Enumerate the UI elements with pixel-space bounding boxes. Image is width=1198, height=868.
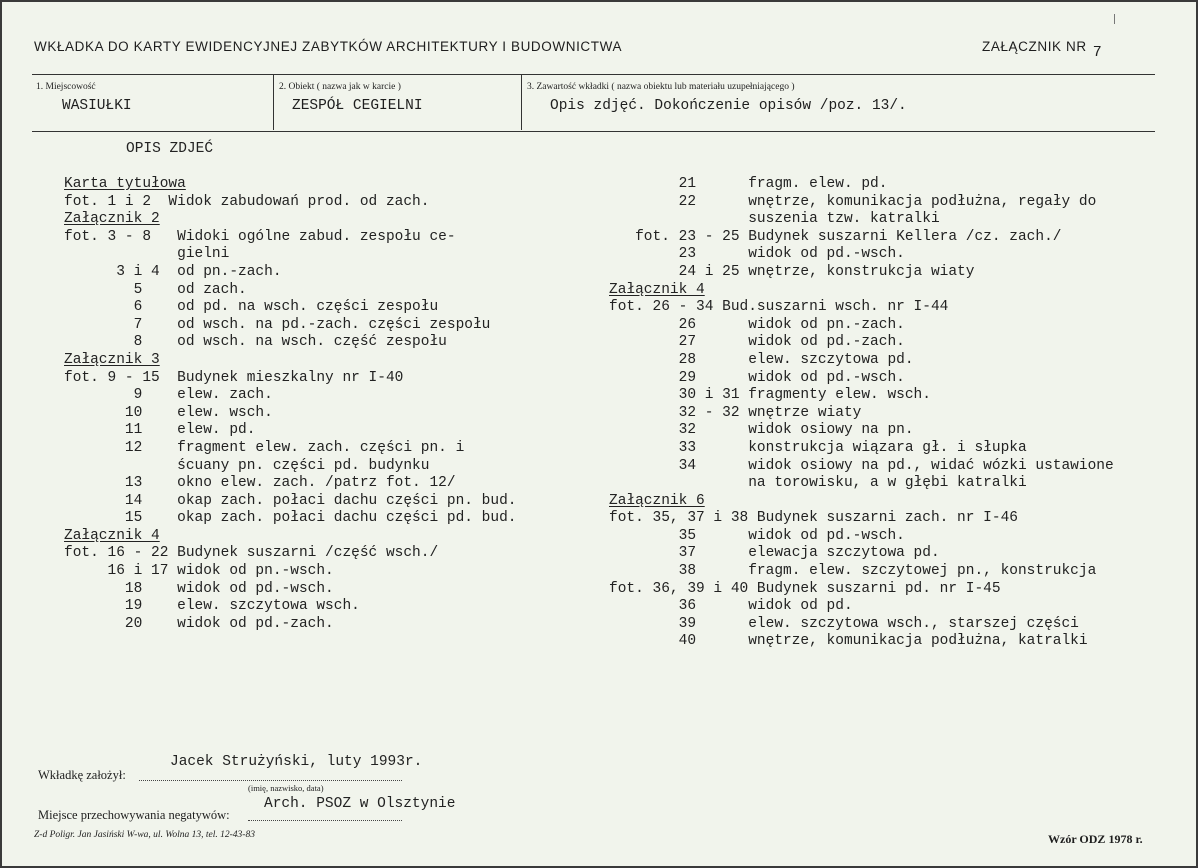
form-title: WKŁADKA DO KARTY EWIDENCYJNEJ ZABYTKÓW ARCHITEKTURY I BUDOWNICTWA bbox=[34, 39, 623, 54]
founded-label: Wkładkę założył: bbox=[38, 768, 126, 782]
locality-value: WASIUŁKI bbox=[62, 98, 132, 114]
attachment-heading: Załącznik 4 bbox=[64, 527, 160, 544]
photo-line: 35 widok od pd.-wsch. bbox=[609, 527, 905, 544]
storage-dotted-line bbox=[248, 820, 402, 821]
photo-line: 16 i 17 widok od pn.-wsch. bbox=[64, 563, 334, 580]
object-label: 2. Obiekt ( nazwa jak w karcie ) bbox=[279, 82, 401, 92]
photo-line: fot. 16 - 22 Budynek suszarni /część wsch./ bbox=[64, 545, 439, 562]
photo-line: 12 fragment elew. zach. części pn. i bbox=[64, 439, 465, 456]
photo-line: 32 widok osiowy na pn. bbox=[609, 422, 914, 439]
photo-line: 15 okap zach. połaci dachu części pd. bud. bbox=[64, 510, 517, 527]
photo-line: fot. 3 - 8 Widoki ogólne zabud. zespołu ce- bbox=[64, 228, 456, 245]
photo-line: 20 widok od pd.-zach. bbox=[64, 615, 334, 632]
photo-line: 5 od zach. bbox=[64, 281, 247, 298]
attachment-heading: Karta tytułowa bbox=[64, 176, 186, 192]
photo-line: na torowisku, a w głębi katralki bbox=[609, 475, 1027, 492]
photo-line: 21 fragm. elew. pd. bbox=[609, 176, 888, 192]
photo-line: fot. 23 - 25 Budynek suszarni Kellera /cz. zach./ bbox=[609, 228, 1062, 245]
photo-line: 33 konstrukcja wiązara gł. i słupka bbox=[609, 439, 1027, 456]
photo-line: fot. 26 - 34 Bud.suszarni wsch. nr I-44 bbox=[609, 299, 949, 316]
photo-line: 6 od pd. na wsch. części zespołu bbox=[64, 299, 439, 316]
photo-line: 13 okno elew. zach. /patrz fot. 12/ bbox=[64, 475, 456, 492]
photo-line: 8 od wsch. na wsch. część zespołu bbox=[64, 334, 447, 351]
pencil-mark bbox=[1114, 14, 1116, 24]
photo-line: 7 od wsch. na pd.-zach. części zespołu bbox=[64, 316, 491, 333]
photo-line: suszenia tzw. katralki bbox=[609, 211, 940, 228]
founded-dotted-line bbox=[139, 780, 402, 781]
photo-line: 40 wnętrze, komunikacja podłużna, katralki bbox=[609, 633, 1088, 650]
attachment-heading: Załącznik 6 bbox=[609, 492, 705, 509]
photo-line: 27 widok od pd.-zach. bbox=[609, 334, 905, 351]
attachment-label: ZAŁĄCZNIK NR bbox=[982, 39, 1087, 54]
storage-value: Arch. PSOZ w Olsztynie bbox=[264, 796, 456, 812]
attachment-heading: Załącznik 3 bbox=[64, 351, 160, 368]
photo-line: 28 elew. szczytowa pd. bbox=[609, 351, 914, 368]
content-value: Opis zdjęć. Dokończenie opisów /poz. 13/. bbox=[550, 98, 907, 114]
photo-line: 38 fragm. elew. szczytowej pn., konstrukcja bbox=[609, 563, 1097, 580]
photo-line: 18 widok od pd.-wsch. bbox=[64, 580, 334, 597]
object-value: ZESPÓŁ CEGIELNI bbox=[292, 98, 423, 114]
attachment-heading: Załącznik 4 bbox=[609, 281, 705, 298]
left-column bbox=[64, 176, 516, 633]
photo-line: 24 i 25 wnętrze, konstrukcja wiaty bbox=[609, 263, 975, 280]
photo-line: 37 elewacja szczytowa pd. bbox=[609, 545, 940, 562]
photo-line: 29 widok od pd.-wsch. bbox=[609, 369, 905, 386]
photo-line: fot. 36, 39 i 40 Budynek suszarni pd. nr I-45 bbox=[609, 580, 1001, 597]
field-divider-2 bbox=[521, 74, 522, 130]
photo-line: fot. 35, 37 i 38 Budynek suszarni zach. nr I-46 bbox=[609, 510, 1018, 527]
form-model: Wzór ODZ 1978 r. bbox=[1048, 832, 1143, 846]
photo-line: 10 elew. wsch. bbox=[64, 404, 273, 421]
attachment-number bbox=[982, 39, 1103, 61]
section-heading: OPIS ZDJEĆ bbox=[126, 141, 214, 157]
printer-note: Z-d Poligr. Jan Jasiński W-wa, ul. Wolna 13, tel. 12-43-83 bbox=[34, 830, 255, 840]
photo-line: ścuany pn. części pd. budynku bbox=[64, 457, 430, 474]
photo-line: 22 wnętrze, komunikacja podłużna, regały do bbox=[609, 193, 1097, 210]
founded-value: Jacek Strużyński, luty 1993r. bbox=[170, 754, 423, 770]
locality-label: 1. Miejscowość bbox=[36, 82, 96, 92]
storage-label: Miejsce przechowywania negatywów: bbox=[38, 808, 230, 822]
photo-line: fot. 9 - 15 Budynek mieszkalny nr I-40 bbox=[64, 369, 404, 386]
founded-hint: (imię, nazwisko, data) bbox=[248, 783, 324, 793]
photo-line: 3 i 4 od pn.-zach. bbox=[64, 263, 282, 280]
photo-line: gielni bbox=[64, 246, 230, 263]
photo-line: 32 - 32 wnętrze wiaty bbox=[609, 404, 862, 421]
photo-line: 30 i 31 fragmenty elew. wsch. bbox=[609, 387, 931, 404]
field-divider-1 bbox=[273, 74, 274, 130]
header-rule-top bbox=[32, 74, 1155, 75]
right-column bbox=[609, 176, 1114, 651]
photo-line: 34 widok osiowy na pd., widać wózki ustawione bbox=[609, 457, 1114, 474]
photo-line: 26 widok od pn.-zach. bbox=[609, 316, 905, 333]
photo-line: 9 elew. zach. bbox=[64, 387, 273, 404]
photo-line: 11 elew. pd. bbox=[64, 422, 256, 439]
attachment-number-value: 7 bbox=[1092, 44, 1103, 61]
photo-line: 23 widok od pd.-wsch. bbox=[609, 246, 905, 263]
photo-line: 39 elew. szczytowa wsch., starszej części bbox=[609, 615, 1079, 632]
attachment-heading: Załącznik 2 bbox=[64, 211, 160, 228]
photo-line: fot. 1 i 2 Widok zabudowań prod. od zach. bbox=[64, 193, 430, 210]
photo-line: 14 okap zach. połaci dachu części pn. bud. bbox=[64, 492, 517, 509]
content-label: 3. Zawartość wkładki ( nazwa obiektu lub materiału uzupełniającego ) bbox=[527, 82, 795, 92]
header-rule-bottom bbox=[32, 131, 1155, 132]
photo-line: 36 widok od pd. bbox=[609, 598, 853, 615]
photo-line: 19 elew. szczytowa wsch. bbox=[64, 598, 360, 615]
